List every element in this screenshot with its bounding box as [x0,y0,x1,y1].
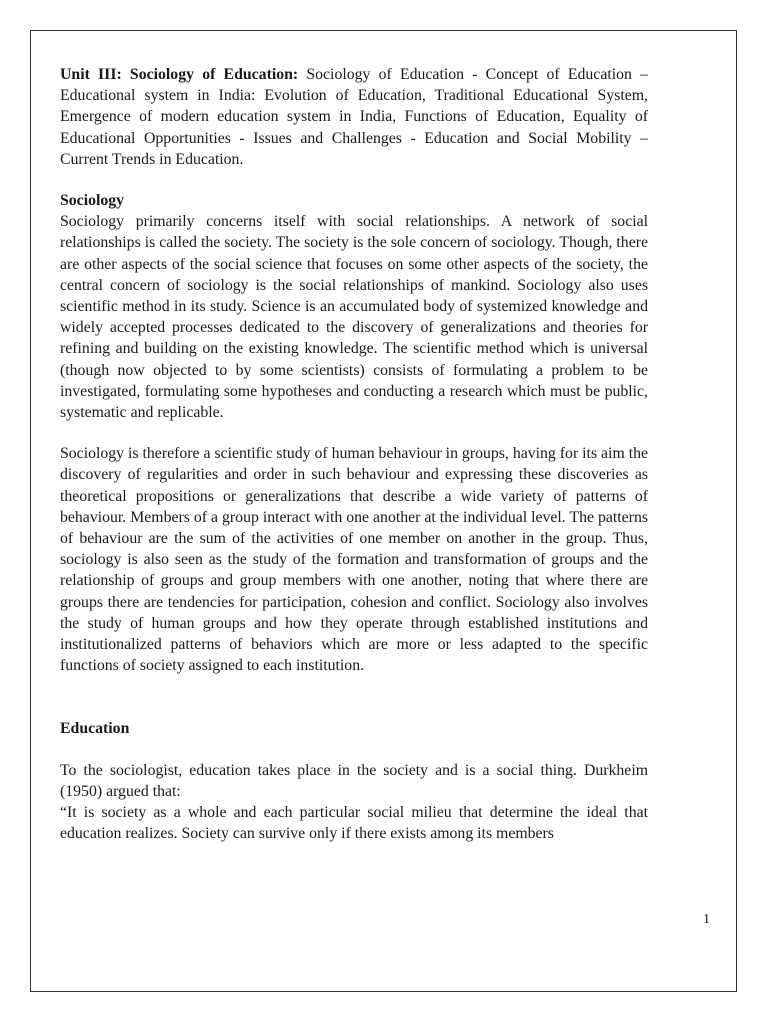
sociology-paragraph-1: Sociology primarily concerns itself with social relationships. A network of social relationships is called the society. The society is the sole concern of sociology. Though, there are other aspects of the social science that focuses on some other aspects of the society, the central concern of sociology is the social relationships of mankind. Sociology also uses scientific method in its study. Science is an accumulated body of systemized knowledge and widely accepted processes dedicated to the discovery of generalizations and theories for refining and building on the existing knowledge. The scientific method which is universal (though now objected to by some scientists) consists of formulating a problem to be investigated, formulating some hypotheses and conducting a research which must be public, systematic and replicable. [60,213,648,422]
education-heading: Education [60,720,130,738]
document-body [60,64,648,845]
section-spacer [60,696,648,718]
page-number: 1 [703,912,710,927]
unit-intro-paragraph [60,64,648,170]
sociology-heading: Sociology [60,192,125,210]
education-paragraph-1: To the sociologist, education takes place in the society and is a social thing. Durkheim (1950) argued that: [60,761,648,800]
durkheim-quote: “It is society as a whole and each particular social milieu that determine the ideal that education realizes. Society can survive only if there exists among its members [60,804,648,843]
sociology-paragraph-2: Sociology is therefore a scientific study of human behaviour in groups, having for its aim the discovery of regularities and order in such behaviour and expressing these discoveries as theoretical propositions or generalizations that describe a wide variety of patterns of behaviour. Members of a group interact with one another at the individual level. The patterns of behaviour are the sum of the activities of one member on another in the group. Thus, sociology is also seen as the study of the formation and transformation of groups and the relationship of groups and group members with one another, noting that where there are groups there are tendencies for participation, cohesion and conflict. Sociology also involves the study of human groups and how they operate through established institutions and institutionalized patterns of behaviors which are more or less adapted to the specific functions of society assigned to each institution. [60,445,648,675]
unit-title: Unit III: Sociology of Education: [60,66,299,83]
unit-topics: Sociology of Education - Concept of Education – Educational system in India: Evolution of Education, Traditional Educational System, Emergence of modern education system in India, Functions of Education, Equality of Educational Opportunities - Issues and Challenges - Education and Social Mobility – Current Trends in Education. [60,66,648,168]
